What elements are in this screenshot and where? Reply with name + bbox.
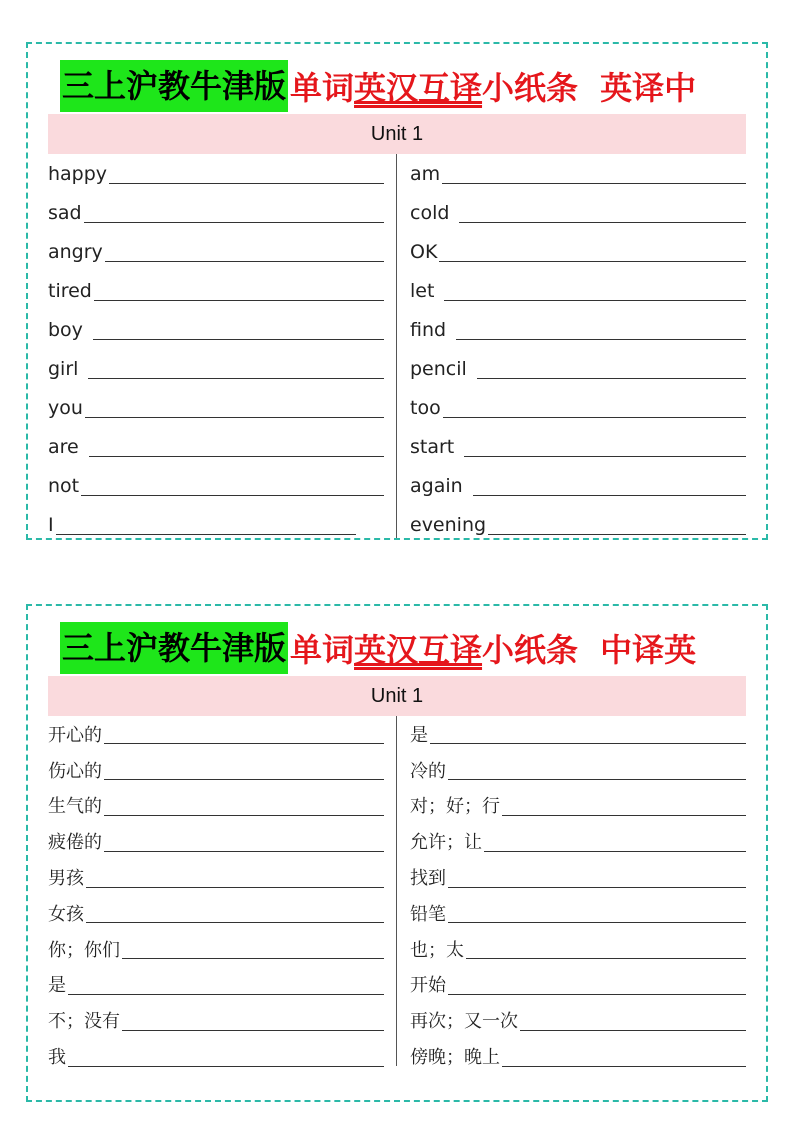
word-row bbox=[48, 466, 384, 505]
title-highlight: 三上沪教牛津版 bbox=[60, 60, 288, 112]
word-row bbox=[410, 967, 746, 1003]
word-row bbox=[410, 931, 746, 967]
word-row bbox=[410, 232, 746, 271]
word-label: 也；太 bbox=[410, 939, 464, 961]
word-row bbox=[410, 823, 746, 859]
left-column bbox=[48, 154, 384, 544]
word-row bbox=[410, 716, 746, 752]
answer-line[interactable] bbox=[81, 481, 384, 496]
word-label: find bbox=[410, 318, 447, 341]
answer-line[interactable] bbox=[86, 908, 384, 923]
title-highlight: 三上沪教牛津版 bbox=[60, 622, 288, 674]
word-label: cold bbox=[410, 201, 450, 224]
answer-line[interactable] bbox=[439, 247, 746, 262]
answer-line[interactable] bbox=[89, 442, 384, 457]
answer-line[interactable] bbox=[473, 481, 746, 496]
word-row bbox=[48, 967, 384, 1003]
word-row bbox=[48, 349, 384, 388]
word-row bbox=[410, 895, 746, 931]
title-mode: 英译中 bbox=[600, 69, 697, 107]
answer-line[interactable] bbox=[430, 729, 746, 744]
answer-line[interactable] bbox=[448, 873, 746, 888]
word-row bbox=[48, 823, 384, 859]
word-row bbox=[48, 271, 384, 310]
word-row bbox=[48, 859, 384, 895]
word-row bbox=[48, 427, 384, 466]
word-label: pencil bbox=[410, 357, 467, 380]
word-row bbox=[48, 895, 384, 931]
answer-line[interactable] bbox=[477, 364, 746, 379]
word-label: 男孩 bbox=[48, 868, 84, 890]
word-row bbox=[48, 310, 384, 349]
answer-line[interactable] bbox=[466, 944, 746, 959]
word-label: 不；没有 bbox=[48, 1011, 120, 1033]
unit-header: Unit 1 bbox=[48, 676, 746, 716]
word-label: too bbox=[410, 396, 441, 419]
answer-line[interactable] bbox=[86, 873, 384, 888]
answer-line[interactable] bbox=[68, 980, 384, 995]
answer-line[interactable] bbox=[105, 247, 384, 262]
word-row bbox=[48, 193, 384, 232]
word-label: again bbox=[410, 474, 463, 497]
word-row bbox=[48, 232, 384, 271]
word-label: 开心的 bbox=[48, 724, 102, 746]
answer-line[interactable] bbox=[93, 325, 384, 340]
answer-line[interactable] bbox=[502, 801, 746, 816]
word-row bbox=[410, 1002, 746, 1038]
answer-line[interactable] bbox=[68, 1052, 384, 1067]
answer-line[interactable] bbox=[502, 1052, 746, 1067]
word-label: 生气的 bbox=[48, 796, 102, 818]
word-label: evening bbox=[410, 513, 487, 536]
word-label: 找到 bbox=[410, 868, 446, 890]
word-row bbox=[410, 154, 746, 193]
word-label: 是 bbox=[410, 724, 428, 746]
word-label: 傍晚；晚上 bbox=[410, 1047, 500, 1069]
word-row bbox=[410, 505, 746, 544]
word-row bbox=[48, 154, 384, 193]
word-label: are bbox=[48, 435, 79, 458]
word-label: boy bbox=[48, 318, 83, 341]
answer-line[interactable] bbox=[456, 325, 746, 340]
answer-line[interactable] bbox=[56, 520, 356, 535]
word-row bbox=[410, 466, 746, 505]
answer-line[interactable] bbox=[104, 765, 384, 780]
answer-line[interactable] bbox=[104, 729, 384, 744]
word-label: 对；好；行 bbox=[410, 796, 500, 818]
word-label: happy bbox=[48, 162, 108, 185]
answer-line[interactable] bbox=[122, 944, 384, 959]
unit-header: Unit 1 bbox=[48, 114, 746, 154]
answer-line[interactable] bbox=[520, 1016, 746, 1031]
word-row bbox=[410, 271, 746, 310]
word-row bbox=[410, 752, 746, 788]
word-row bbox=[48, 1038, 384, 1074]
column-divider bbox=[396, 716, 397, 1066]
word-label: let bbox=[410, 279, 435, 302]
answer-line[interactable] bbox=[94, 286, 384, 301]
answer-line[interactable] bbox=[84, 208, 384, 223]
word-label: 我 bbox=[48, 1047, 66, 1069]
answer-line[interactable] bbox=[448, 765, 746, 780]
answer-line[interactable] bbox=[448, 908, 746, 923]
word-row bbox=[410, 310, 746, 349]
word-label: 冷的 bbox=[410, 760, 446, 782]
word-row bbox=[48, 505, 384, 544]
word-label: OK bbox=[410, 240, 438, 263]
worksheet-card-english-to-chinese bbox=[26, 42, 768, 540]
word-label: tired bbox=[48, 279, 92, 302]
word-row bbox=[410, 388, 746, 427]
word-label: angry bbox=[48, 240, 103, 263]
word-row bbox=[48, 388, 384, 427]
word-row bbox=[410, 349, 746, 388]
answer-line[interactable] bbox=[444, 286, 746, 301]
word-label: 铅笔 bbox=[410, 903, 446, 925]
word-label: am bbox=[410, 162, 441, 185]
answer-line[interactable] bbox=[104, 837, 384, 852]
word-label: 再次；又一次 bbox=[410, 1011, 518, 1033]
answer-line[interactable] bbox=[484, 837, 746, 852]
word-label: 是 bbox=[48, 975, 66, 997]
word-label: 伤心的 bbox=[48, 760, 102, 782]
answer-line[interactable] bbox=[88, 364, 384, 379]
title-red: 单词英汉互译小纸条 bbox=[290, 631, 579, 669]
word-label: 开始 bbox=[410, 975, 446, 997]
word-label: 女孩 bbox=[48, 903, 84, 925]
title-red: 单词英汉互译小纸条 bbox=[290, 69, 579, 107]
card-title bbox=[60, 62, 696, 110]
answer-line[interactable] bbox=[443, 403, 746, 418]
word-label: 你；你们 bbox=[48, 939, 120, 961]
word-row bbox=[48, 931, 384, 967]
word-label: sad bbox=[48, 201, 82, 224]
answer-line[interactable] bbox=[85, 403, 384, 418]
title-mode: 中译英 bbox=[600, 631, 697, 669]
answer-line[interactable] bbox=[488, 520, 746, 535]
word-label: girl bbox=[48, 357, 79, 380]
word-row bbox=[410, 788, 746, 824]
word-row bbox=[410, 859, 746, 895]
word-row bbox=[48, 1002, 384, 1038]
word-label: you bbox=[48, 396, 83, 419]
word-row bbox=[410, 193, 746, 232]
answer-line[interactable] bbox=[104, 801, 384, 816]
right-column bbox=[410, 154, 746, 544]
word-label: start bbox=[410, 435, 455, 458]
word-row bbox=[48, 752, 384, 788]
answer-line[interactable] bbox=[109, 169, 384, 184]
answer-line[interactable] bbox=[442, 169, 746, 184]
answer-line[interactable] bbox=[448, 980, 746, 995]
right-column bbox=[410, 716, 746, 1074]
word-row bbox=[48, 716, 384, 752]
word-label: not bbox=[48, 474, 80, 497]
column-divider bbox=[396, 154, 397, 538]
answer-line[interactable] bbox=[122, 1016, 384, 1031]
word-row bbox=[48, 788, 384, 824]
left-column bbox=[48, 716, 384, 1074]
word-label: I bbox=[48, 513, 54, 536]
card-title bbox=[60, 624, 696, 672]
word-row bbox=[410, 1038, 746, 1074]
answer-line[interactable] bbox=[464, 442, 746, 457]
word-label: 允许；让 bbox=[410, 832, 482, 854]
word-label: 疲倦的 bbox=[48, 832, 102, 854]
word-row bbox=[410, 427, 746, 466]
worksheet-card-chinese-to-english bbox=[26, 604, 768, 1102]
answer-line[interactable] bbox=[459, 208, 746, 223]
